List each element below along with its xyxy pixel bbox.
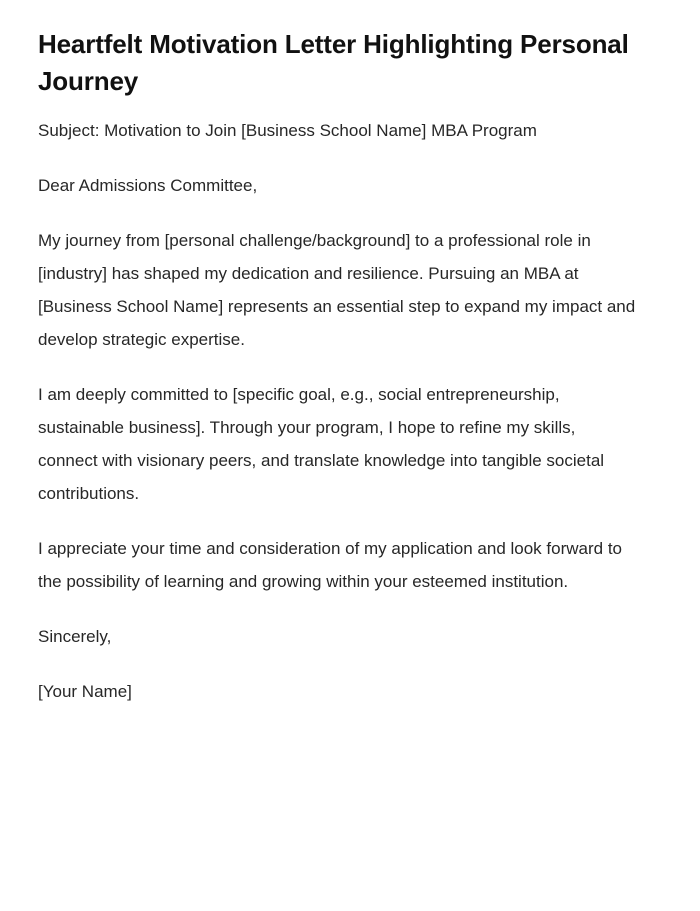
closing-line: Sincerely, (38, 627, 112, 646)
body-paragraph-3: I appreciate your time and consideration of my application and look forward to the possibility of learning and growing within your esteemed institution. (38, 539, 627, 591)
subject-line: Subject: Motivation to Join [Business School Name] MBA Program (38, 121, 537, 140)
letter-body (38, 114, 638, 708)
salutation: Dear Admissions Committee, (38, 176, 258, 195)
signature-line: [Your Name] (38, 682, 132, 701)
body-paragraph-1: My journey from [personal challenge/background] to a professional role in [industry] has shaped my dedication and resilience. Pursuing an MBA at [Business School Name] represents an essential step to expand my impact and develop strategic expertise. (38, 231, 640, 349)
page-title: Heartfelt Motivation Letter Highlighting Personal Journey (38, 29, 629, 96)
body-paragraph-2: I am deeply committed to [specific goal, e.g., social entrepreneurship, sustainable business]. Through your program, I hope to refine my skills, connect with visionary peers, and translate knowledge into tangible societal contributions. (38, 385, 609, 503)
